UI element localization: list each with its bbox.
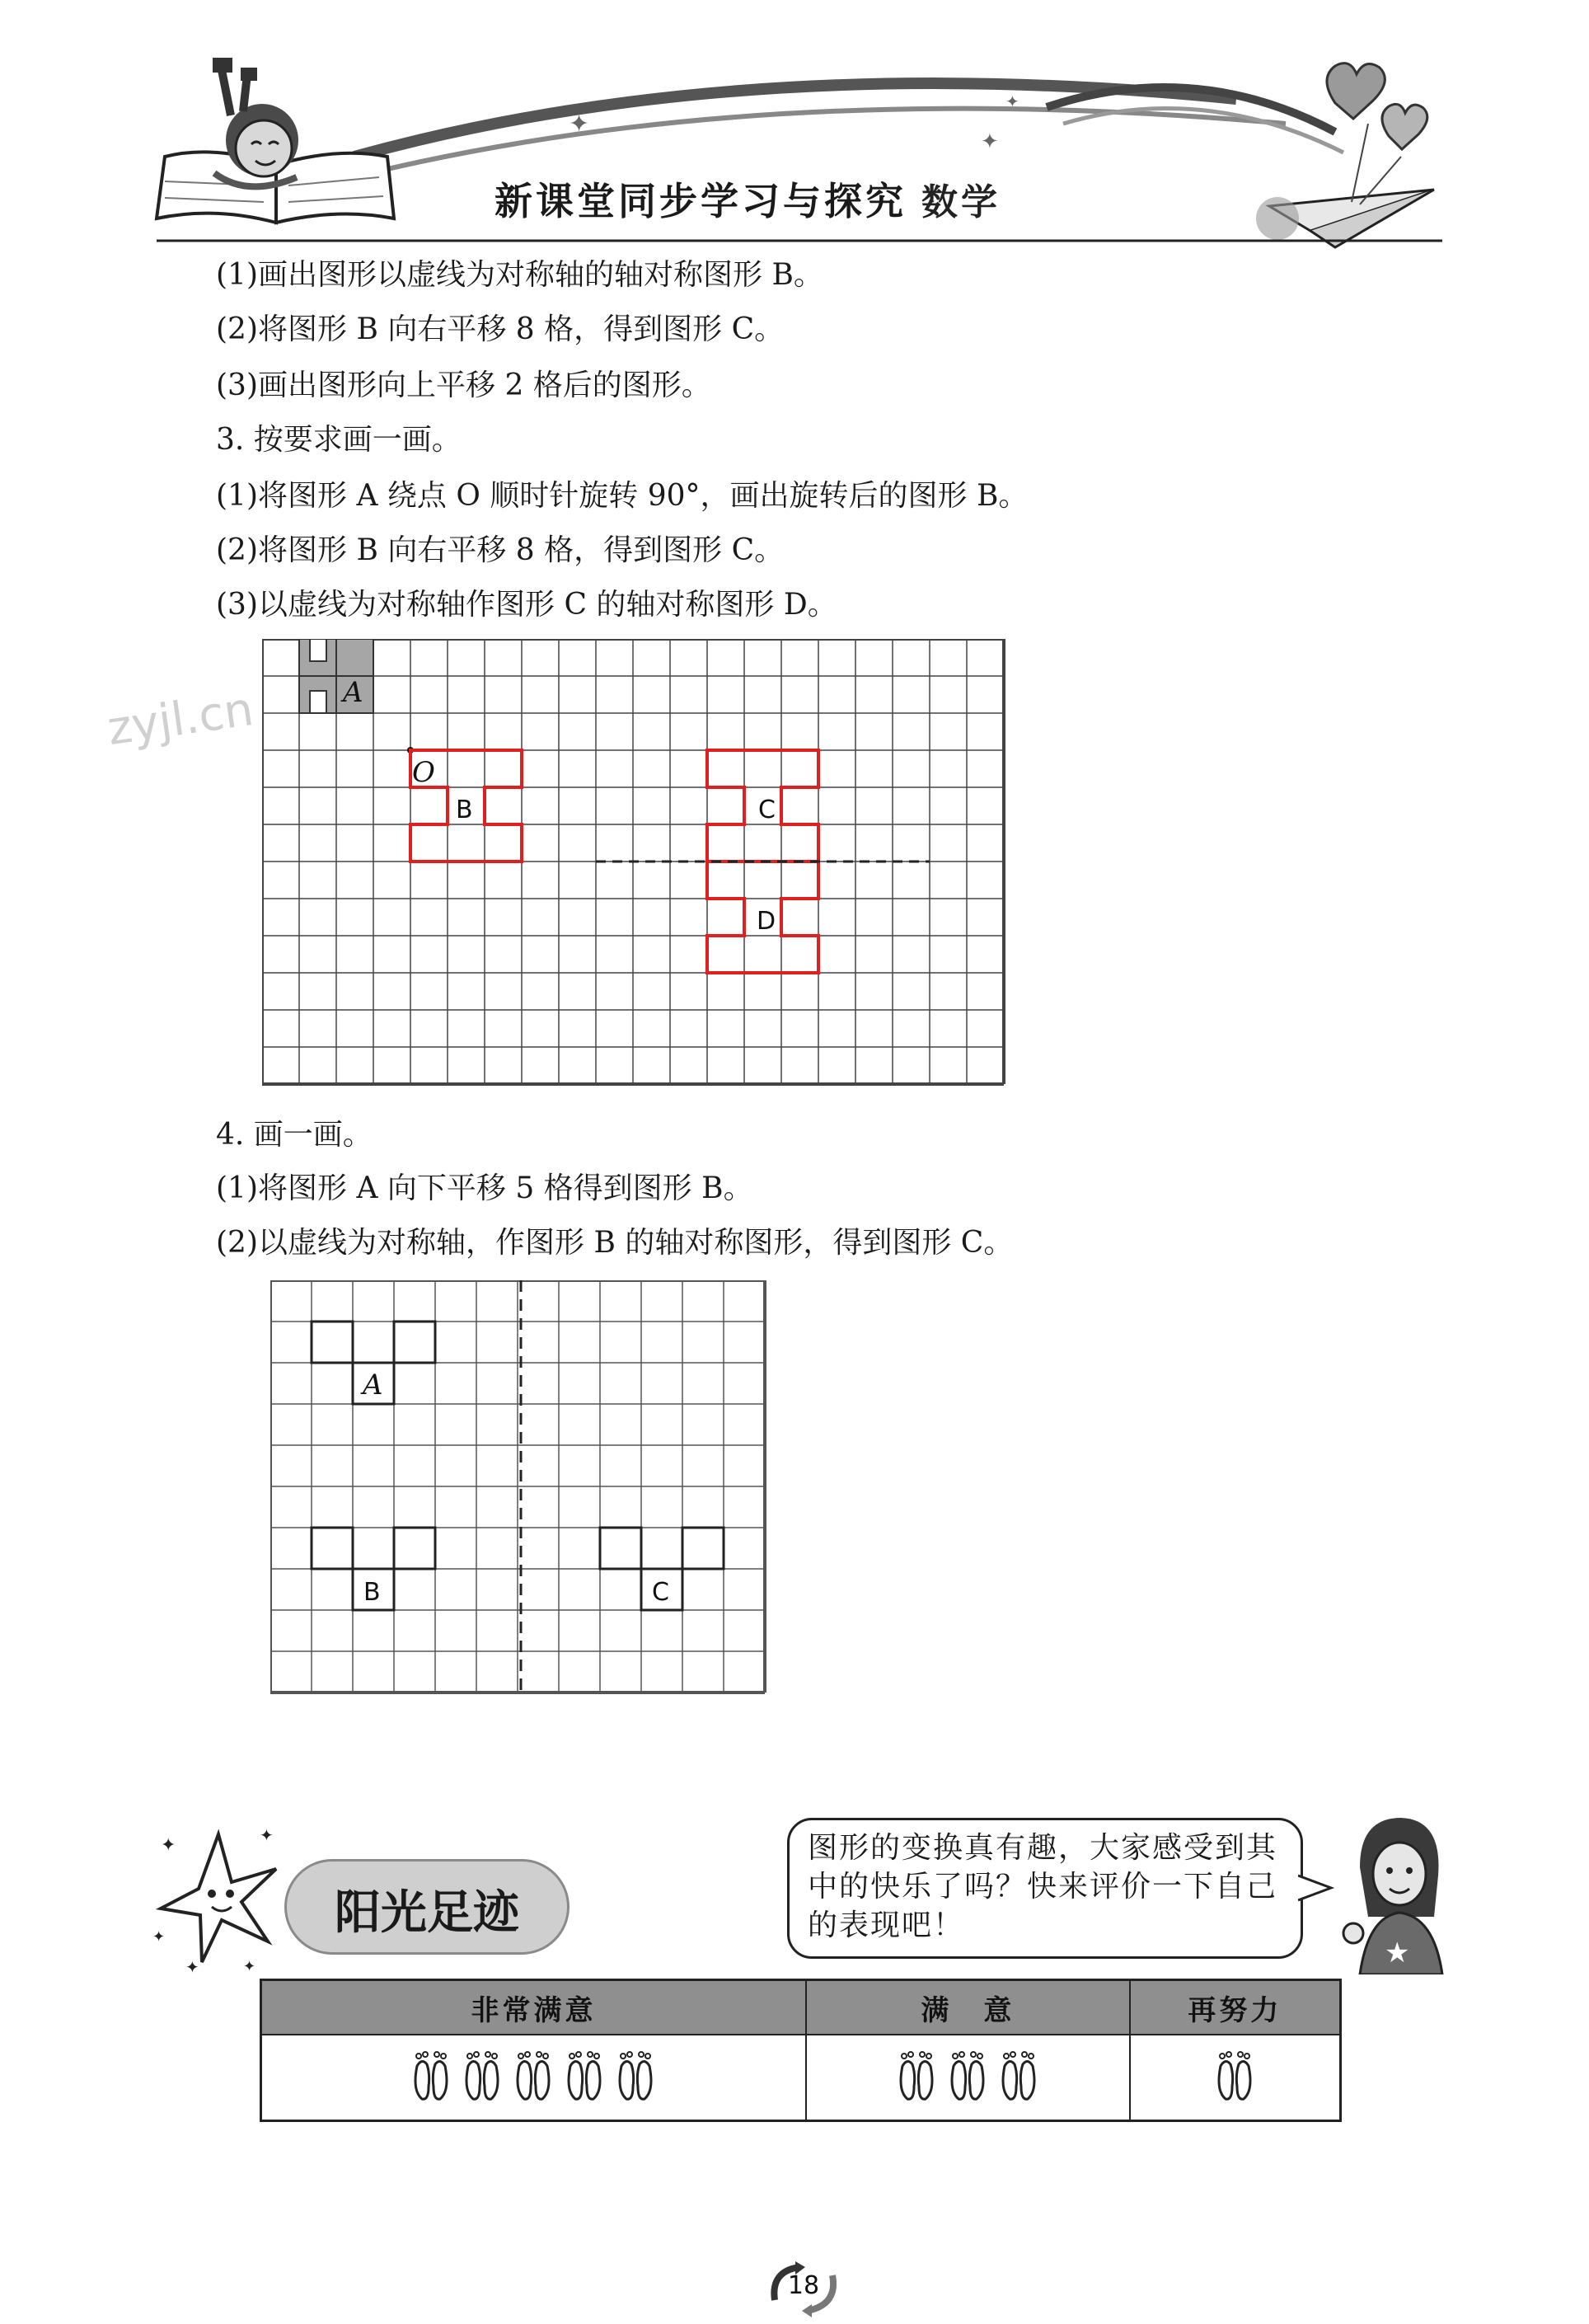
footprint-icon: [894, 2049, 939, 2102]
rating-footprint-row: [261, 2035, 1341, 2121]
problem2-step-1: (1)画出图形以虚线为对称轴的轴对称图形 B。: [216, 258, 823, 292]
rating-cell-very-satisfied[interactable]: [261, 2035, 806, 2121]
problem4-step-2: (2)以虚线为对称轴，作图形 B 的轴对称图形，得到图形 C。: [216, 1226, 1014, 1260]
page-header: [0, 0, 1589, 256]
speech-bubble-tail: [1298, 1867, 1339, 1908]
page-number-badge: [754, 2255, 853, 2321]
star-mascot-icon: [152, 1818, 284, 1974]
problem3-grid: [262, 639, 1008, 1100]
footprint-icon: [409, 2049, 453, 2102]
svg-text:✦: ✦: [185, 1957, 199, 1974]
book-series-title: 新课堂同步学习与探究: [495, 179, 907, 223]
rating-header-satisfied: 满 意: [806, 1980, 1130, 2035]
footprints-group: [1212, 2049, 1257, 2102]
label-o: O: [412, 756, 435, 789]
footprint-icon: [511, 2049, 555, 2102]
svg-text:✦: ✦: [260, 1825, 274, 1845]
rating-header-very-satisfied: 非常满意: [261, 1980, 806, 2035]
figure-a-notch-top: [310, 639, 326, 661]
label-b: B: [456, 796, 473, 824]
teacher-girl-illustration: [1335, 1810, 1451, 1974]
rating-cell-try-harder[interactable]: [1130, 2035, 1341, 2121]
problem3-step-2: (2)将图形 B 向右平移 8 格，得到图形 C。: [216, 533, 785, 567]
footprint-icon: [613, 2049, 658, 2102]
rating-table: [260, 1979, 1342, 2122]
svg-text:★: ★: [1385, 1937, 1410, 1970]
figure-a-notch-bottom: [310, 691, 326, 713]
page-number: 18: [787, 2271, 820, 2300]
header-title: [495, 171, 1001, 226]
svg-text:✦: ✦: [1005, 92, 1019, 111]
speech-bubble: [787, 1818, 1303, 1959]
label-a: A: [363, 1369, 383, 1401]
subject-badge: 数学: [921, 181, 1001, 223]
footprint-icon: [945, 2049, 990, 2102]
label-a: A: [343, 676, 363, 709]
footprint-icon: [460, 2049, 504, 2102]
label-b: B: [363, 1578, 381, 1607]
problem3-heading: 3. 按要求画一画。: [216, 423, 462, 457]
footprint-icon: [1212, 2049, 1257, 2102]
problem3-step-1: (1)将图形 A 绕点 O 顺时针旋转 90°，画出旋转后的图形 B。: [216, 479, 1029, 513]
problem4-grid-svg: [270, 1280, 773, 1697]
svg-text:✦: ✦: [152, 1928, 166, 1946]
problem2-step-2: (2)将图形 B 向右平移 8 格，得到图形 C。: [216, 312, 785, 346]
svg-text:✦: ✦: [981, 129, 999, 154]
label-c: C: [652, 1578, 669, 1607]
plane-hearts-illustration: [1256, 63, 1434, 247]
rating-header-try-harder: 再努力: [1130, 1980, 1341, 2035]
rating-header-row: [261, 1980, 1341, 2035]
watermark: zyjl.cn: [104, 682, 257, 757]
footprint-icon: [996, 2049, 1041, 2102]
label-d: D: [757, 907, 776, 936]
svg-text:✦: ✦: [569, 110, 590, 139]
problem4-heading: 4. 画一画。: [216, 1118, 373, 1152]
speech-bubble-text: 图形的变换真有趣，大家感受到其中的快乐了吗？快来评价一下自己的表现吧！: [808, 1831, 1278, 1942]
problem2-step-3: (3)画出图形向上平移 2 格后的图形。: [216, 369, 711, 402]
problem4-step-1: (1)将图形 A 向下平移 5 格得到图形 B。: [216, 1171, 753, 1205]
footprints-group: [409, 2049, 658, 2102]
svg-text:✦: ✦: [243, 1958, 256, 1974]
problem4-grid: [270, 1280, 773, 1700]
svg-text:✦: ✦: [161, 1835, 176, 1856]
problem3-grid-svg: [262, 639, 1008, 1096]
sunshine-title: 阳光足迹: [335, 1886, 519, 1940]
footprint-icon: [562, 2049, 607, 2102]
problem3-step-3: (3)以虚线为对称轴作图形 C 的轴对称图形 D。: [216, 588, 837, 622]
rating-cell-satisfied[interactable]: [806, 2035, 1130, 2121]
footprints-group: [894, 2049, 1041, 2102]
label-c: C: [758, 796, 776, 824]
reading-girl-illustration: [157, 58, 394, 223]
sunshine-title-box: [284, 1859, 570, 1955]
